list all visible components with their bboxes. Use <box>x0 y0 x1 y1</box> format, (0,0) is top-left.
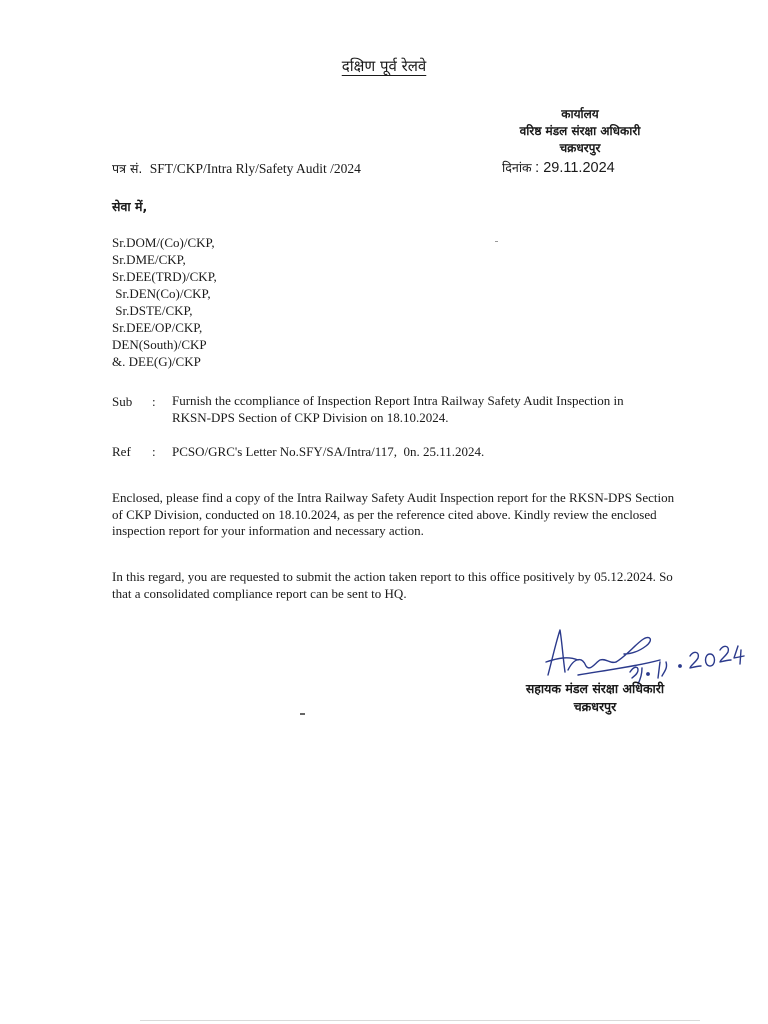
date-label: दिनांक <box>502 160 532 175</box>
recipient: DEN(South)/CKP <box>112 337 207 352</box>
recipient: Sr.DEE(TRD)/CKP, <box>112 269 217 284</box>
letter-number-value: SFT/CKP/Intra Rly/Safety Audit /2024 <box>149 161 361 176</box>
recipient: Sr.DME/CKP, <box>112 252 186 267</box>
recipient: &. DEE(G)/CKP <box>112 354 201 369</box>
reference-text: PCSO/GRC's Letter No.SFY/SA/Intra/117, 0n. 25.11.2024. <box>172 444 485 459</box>
recipient: Sr.DSTE/CKP, <box>112 303 193 318</box>
body-paragraph-2: In this regard, you are requested to submit the action taken report to this office positively by 05.12.2024. So that a consolidated compliance report can be sent to HQ. <box>112 569 673 601</box>
signatory-place: चक्रधरपुर <box>573 699 617 714</box>
subject-text: Furnish the ccompliance of Inspection Report Intra Railway Safety Audit Inspection in RKSN-DPS Section of CKP Division on 18.10.2024. <box>172 393 624 425</box>
office-block <box>480 106 680 157</box>
scan-mark <box>300 713 305 715</box>
body-paragraph-1: Enclosed, please find a copy of the Intra Railway Safety Audit Inspection report for the RKSN-DPS Section of CKP Division, conducted on 18.10.2024, as per the reference cited above. Kindly review the enclosed inspection report for your information and necessary action. <box>112 490 675 538</box>
office-title: कार्यालय <box>561 107 599 121</box>
reference-label: Ref <box>112 444 131 459</box>
recipient: Sr.DOM/(Co)/CKP, <box>112 235 215 250</box>
date-value: : 29.11.2024 <box>535 160 615 176</box>
office-location: चक्रधरपुर <box>559 141 601 155</box>
reference-colon: : <box>152 444 156 459</box>
signatory-designation: सहायक मंडल संरक्षा अधिकारी <box>525 681 665 696</box>
organization-title: दक्षिण पूर्व रेलवे <box>341 57 427 75</box>
office-designation: वरिष्ठ मंडल संरक्षा अधिकारी <box>519 124 641 138</box>
salutation: सेवा में, <box>112 199 148 214</box>
page-edge-line <box>140 1020 700 1021</box>
recipients-list <box>112 234 217 370</box>
recipient: Sr.DEE/OP/CKP, <box>112 320 203 335</box>
letter-number-label: पत्र सं. <box>112 161 143 176</box>
scan-mark <box>495 241 498 242</box>
recipient: Sr.DEN(Co)/CKP, <box>112 286 211 301</box>
signatory-block <box>500 680 690 716</box>
letter-date <box>502 159 615 177</box>
letter-number <box>112 160 361 177</box>
subject-colon: : <box>152 394 156 409</box>
subject-label: Sub <box>112 394 133 409</box>
